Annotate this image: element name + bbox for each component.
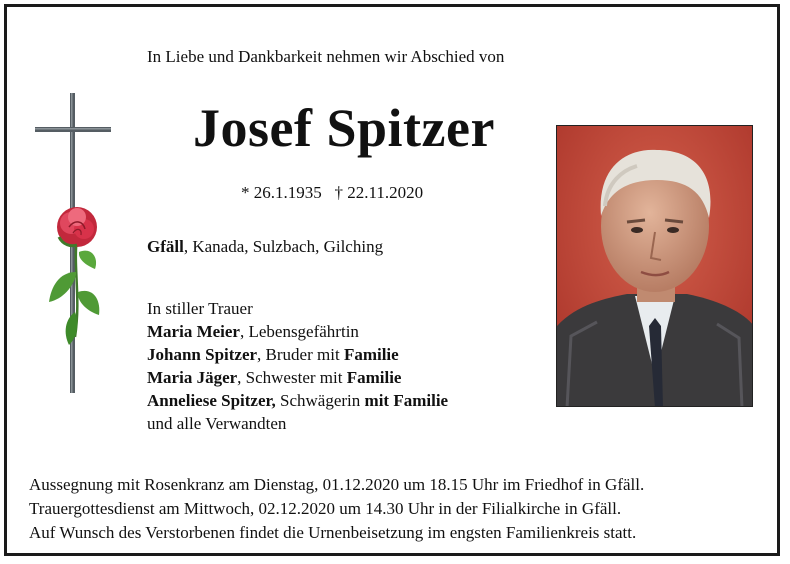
mourner-relation: , Schwester mit — [237, 368, 347, 387]
death-date: † 22.11.2020 — [334, 183, 424, 202]
mourner-line — [147, 343, 448, 366]
service-line: Aussegnung mit Rosenkranz am Dienstag, 01.12.2020 um 18.15 Uhr im Friedhof in Gfäll. — [29, 475, 645, 494]
service-line: Trauergottesdienst am Mittwoch, 02.12.2020 um 14.30 Uhr in der Filialkirche in Gfäll. — [29, 499, 622, 518]
mourner-name: Maria Meier — [147, 322, 240, 341]
mourner-relation: , Lebensgefährtin — [239, 322, 359, 341]
mourner-line — [147, 366, 448, 389]
service-info — [29, 473, 644, 545]
places-line — [147, 237, 383, 257]
mourners-closing: und alle Verwandten — [147, 414, 287, 433]
mourner-relation: , Bruder mit — [257, 345, 344, 364]
portrait-photo — [556, 125, 753, 407]
mourner-family: Familie — [343, 345, 399, 364]
mourners-list — [147, 297, 448, 435]
service-line: Auf Wunsch des Verstorbenen findet die Urnenbeisetzung im engsten Familienkreis statt. — [29, 523, 637, 542]
places-other: , Kanada, Sulzbach, Gilching — [183, 237, 384, 256]
place-home: Gfäll — [147, 237, 184, 256]
mourner-family: Familie — [346, 368, 402, 387]
deceased-name: Josef Spitzer — [193, 98, 495, 158]
mourner-name: Johann Spitzer — [147, 345, 258, 364]
mourner-family: mit Familie — [364, 391, 449, 410]
mourner-name: Anneliese Spitzer, — [147, 391, 276, 410]
obituary-card — [4, 4, 780, 556]
birth-date: * 26.1.1935 — [241, 183, 322, 202]
cross-with-rose-icon — [29, 87, 119, 397]
mourner-name: Maria Jäger — [147, 368, 238, 387]
life-dates — [241, 183, 423, 203]
mourner-line — [147, 320, 448, 343]
mourners-heading: In stiller Trauer — [147, 299, 253, 318]
mourner-line — [147, 389, 448, 412]
mourner-relation: Schwägerin — [275, 391, 365, 410]
portrait-image — [557, 126, 753, 407]
intro-text: In Liebe und Dankbarkeit nehmen wir Abschied von — [147, 47, 505, 66]
